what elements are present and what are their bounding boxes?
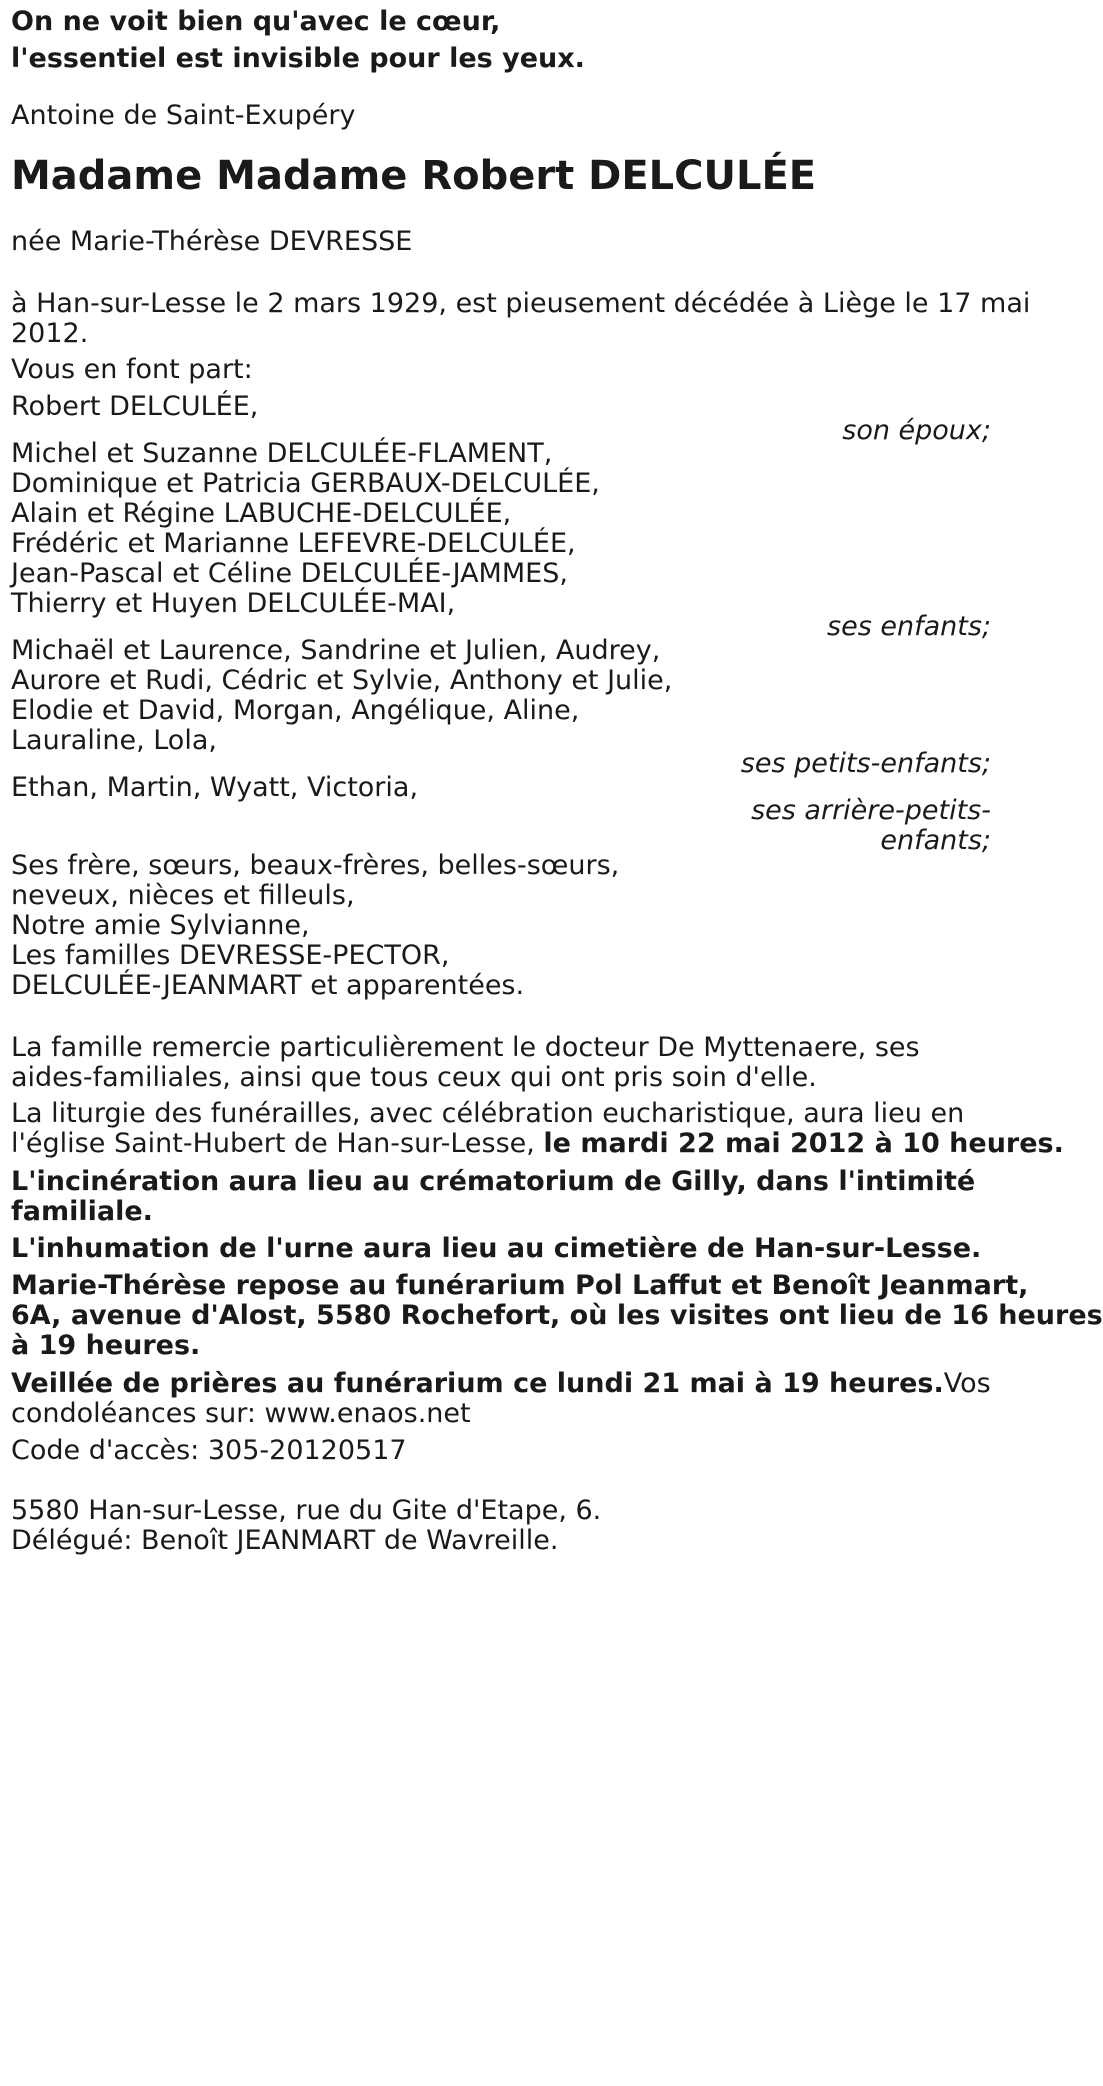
condolences-link[interactable]: condoléances sur: www.enaos.net — [11, 1398, 471, 1429]
veillee-condolences-start: Vos — [943, 1368, 991, 1399]
repose-line-3: à 19 heures. — [11, 1330, 201, 1361]
birth-death-line-1: à Han-sur-Lesse le 2 mars 1929, est pieusement décédée à Liège le 17 mai — [11, 288, 1031, 319]
liturgy-line-1: La liturgie des funérailles, avec célébration eucharistique, aura lieu en — [11, 1098, 965, 1129]
birth-death-line-2: 2012. — [11, 318, 89, 349]
liturgy-line-2 — [11, 1124, 1064, 1164]
quote-author: Antoine de Saint-Exupéry — [11, 100, 356, 131]
family-line: Les familles DEVRESSE-PECTOR, — [11, 940, 450, 971]
family-line: DELCULÉE-JEANMART et apparentées. — [11, 970, 525, 1001]
repose-line-2: 6A, avenue d'Alost, 5580 Rochefort, où les visites ont lieu de 16 heures — [11, 1300, 1103, 1331]
children-role: ses enfants; — [827, 611, 991, 642]
child-name: Dominique et Patricia GERBAUX-DELCULÉE, — [11, 468, 600, 499]
incineration-line-2: familiale. — [11, 1196, 153, 1227]
liturgy-date: le mardi 22 mai 2012 à 10 heures. — [543, 1128, 1064, 1159]
quote-line-1: On ne voit bien qu'avec le cœur, — [11, 6, 501, 37]
spouse-name: Robert DELCULÉE, — [11, 391, 259, 422]
grandchild-names: Aurore et Rudi, Cédric et Sylvie, Anthony et Julie, — [11, 665, 673, 696]
child-name: Jean-Pascal et Céline DELCULÉE-JAMMES, — [11, 558, 568, 589]
liturgy-location: l'église Saint-Hubert de Han-sur-Lesse, — [11, 1128, 544, 1159]
grandchildren-role: ses petits-enfants; — [740, 748, 991, 779]
grandchild-names: Lauraline, Lola, — [11, 725, 217, 756]
child-name: Frédéric et Marianne LEFEVRE-DELCULÉE, — [11, 528, 576, 559]
great-grandchild-names: Ethan, Martin, Wyatt, Victoria, — [11, 772, 419, 803]
thanks-line-2: aides-familiales, ainsi que tous ceux qui ont pris soin d'elle. — [11, 1062, 817, 1093]
great-grandchildren-role-line-2: enfants; — [880, 825, 991, 856]
veillee-announcement: Veillée de prières au funérarium ce lundi 21 mai à 19 heures. — [11, 1368, 944, 1399]
great-grandchildren-role-line-1: ses arrière-petits- — [751, 795, 991, 826]
family-line: neveux, nièces et filleuls, — [11, 880, 355, 911]
maiden-name: née Marie-Thérèse DEVRESSE — [11, 226, 413, 257]
inhumation-text: L'inhumation de l'urne aura lieu au cimetière de Han-sur-Lesse. — [11, 1233, 982, 1264]
delegate: Délégué: Benoît JEANMART de Wavreille. — [11, 1525, 559, 1556]
grandchild-names: Elodie et David, Morgan, Angélique, Aline, — [11, 695, 580, 726]
child-name: Alain et Régine LABUCHE-DELCULÉE, — [11, 498, 512, 529]
child-name: Thierry et Huyen DELCULÉE-MAI, — [11, 588, 456, 619]
family-line: Notre amie Sylvianne, — [11, 910, 310, 941]
access-code: Code d'accès: 305-20120517 — [11, 1435, 407, 1466]
incineration-line-1: L'incinération aura lieu au crématorium de Gilly, dans l'intimité — [11, 1166, 976, 1197]
quote-line-2: l'essentiel est invisible pour les yeux. — [11, 43, 585, 74]
spouse-role: son époux; — [842, 415, 991, 446]
intro-text: Vous en font part: — [11, 354, 253, 385]
deceased-name: Madame Madame Robert DELCULÉE — [11, 153, 817, 199]
grandchild-names: Michaël et Laurence, Sandrine et Julien, Audrey, — [11, 635, 661, 666]
thanks-line-1: La famille remercie particulièrement le docteur De Myttenaere, ses — [11, 1032, 920, 1063]
address: 5580 Han-sur-Lesse, rue du Gite d'Etape, 6. — [11, 1495, 602, 1526]
family-line: Ses frère, sœurs, beaux-frères, belles-sœurs, — [11, 850, 620, 881]
child-name: Michel et Suzanne DELCULÉE-FLAMENT, — [11, 438, 553, 469]
repose-line-1: Marie-Thérèse repose au funérarium Pol Laffut et Benoît Jeanmart, — [11, 1270, 1029, 1301]
